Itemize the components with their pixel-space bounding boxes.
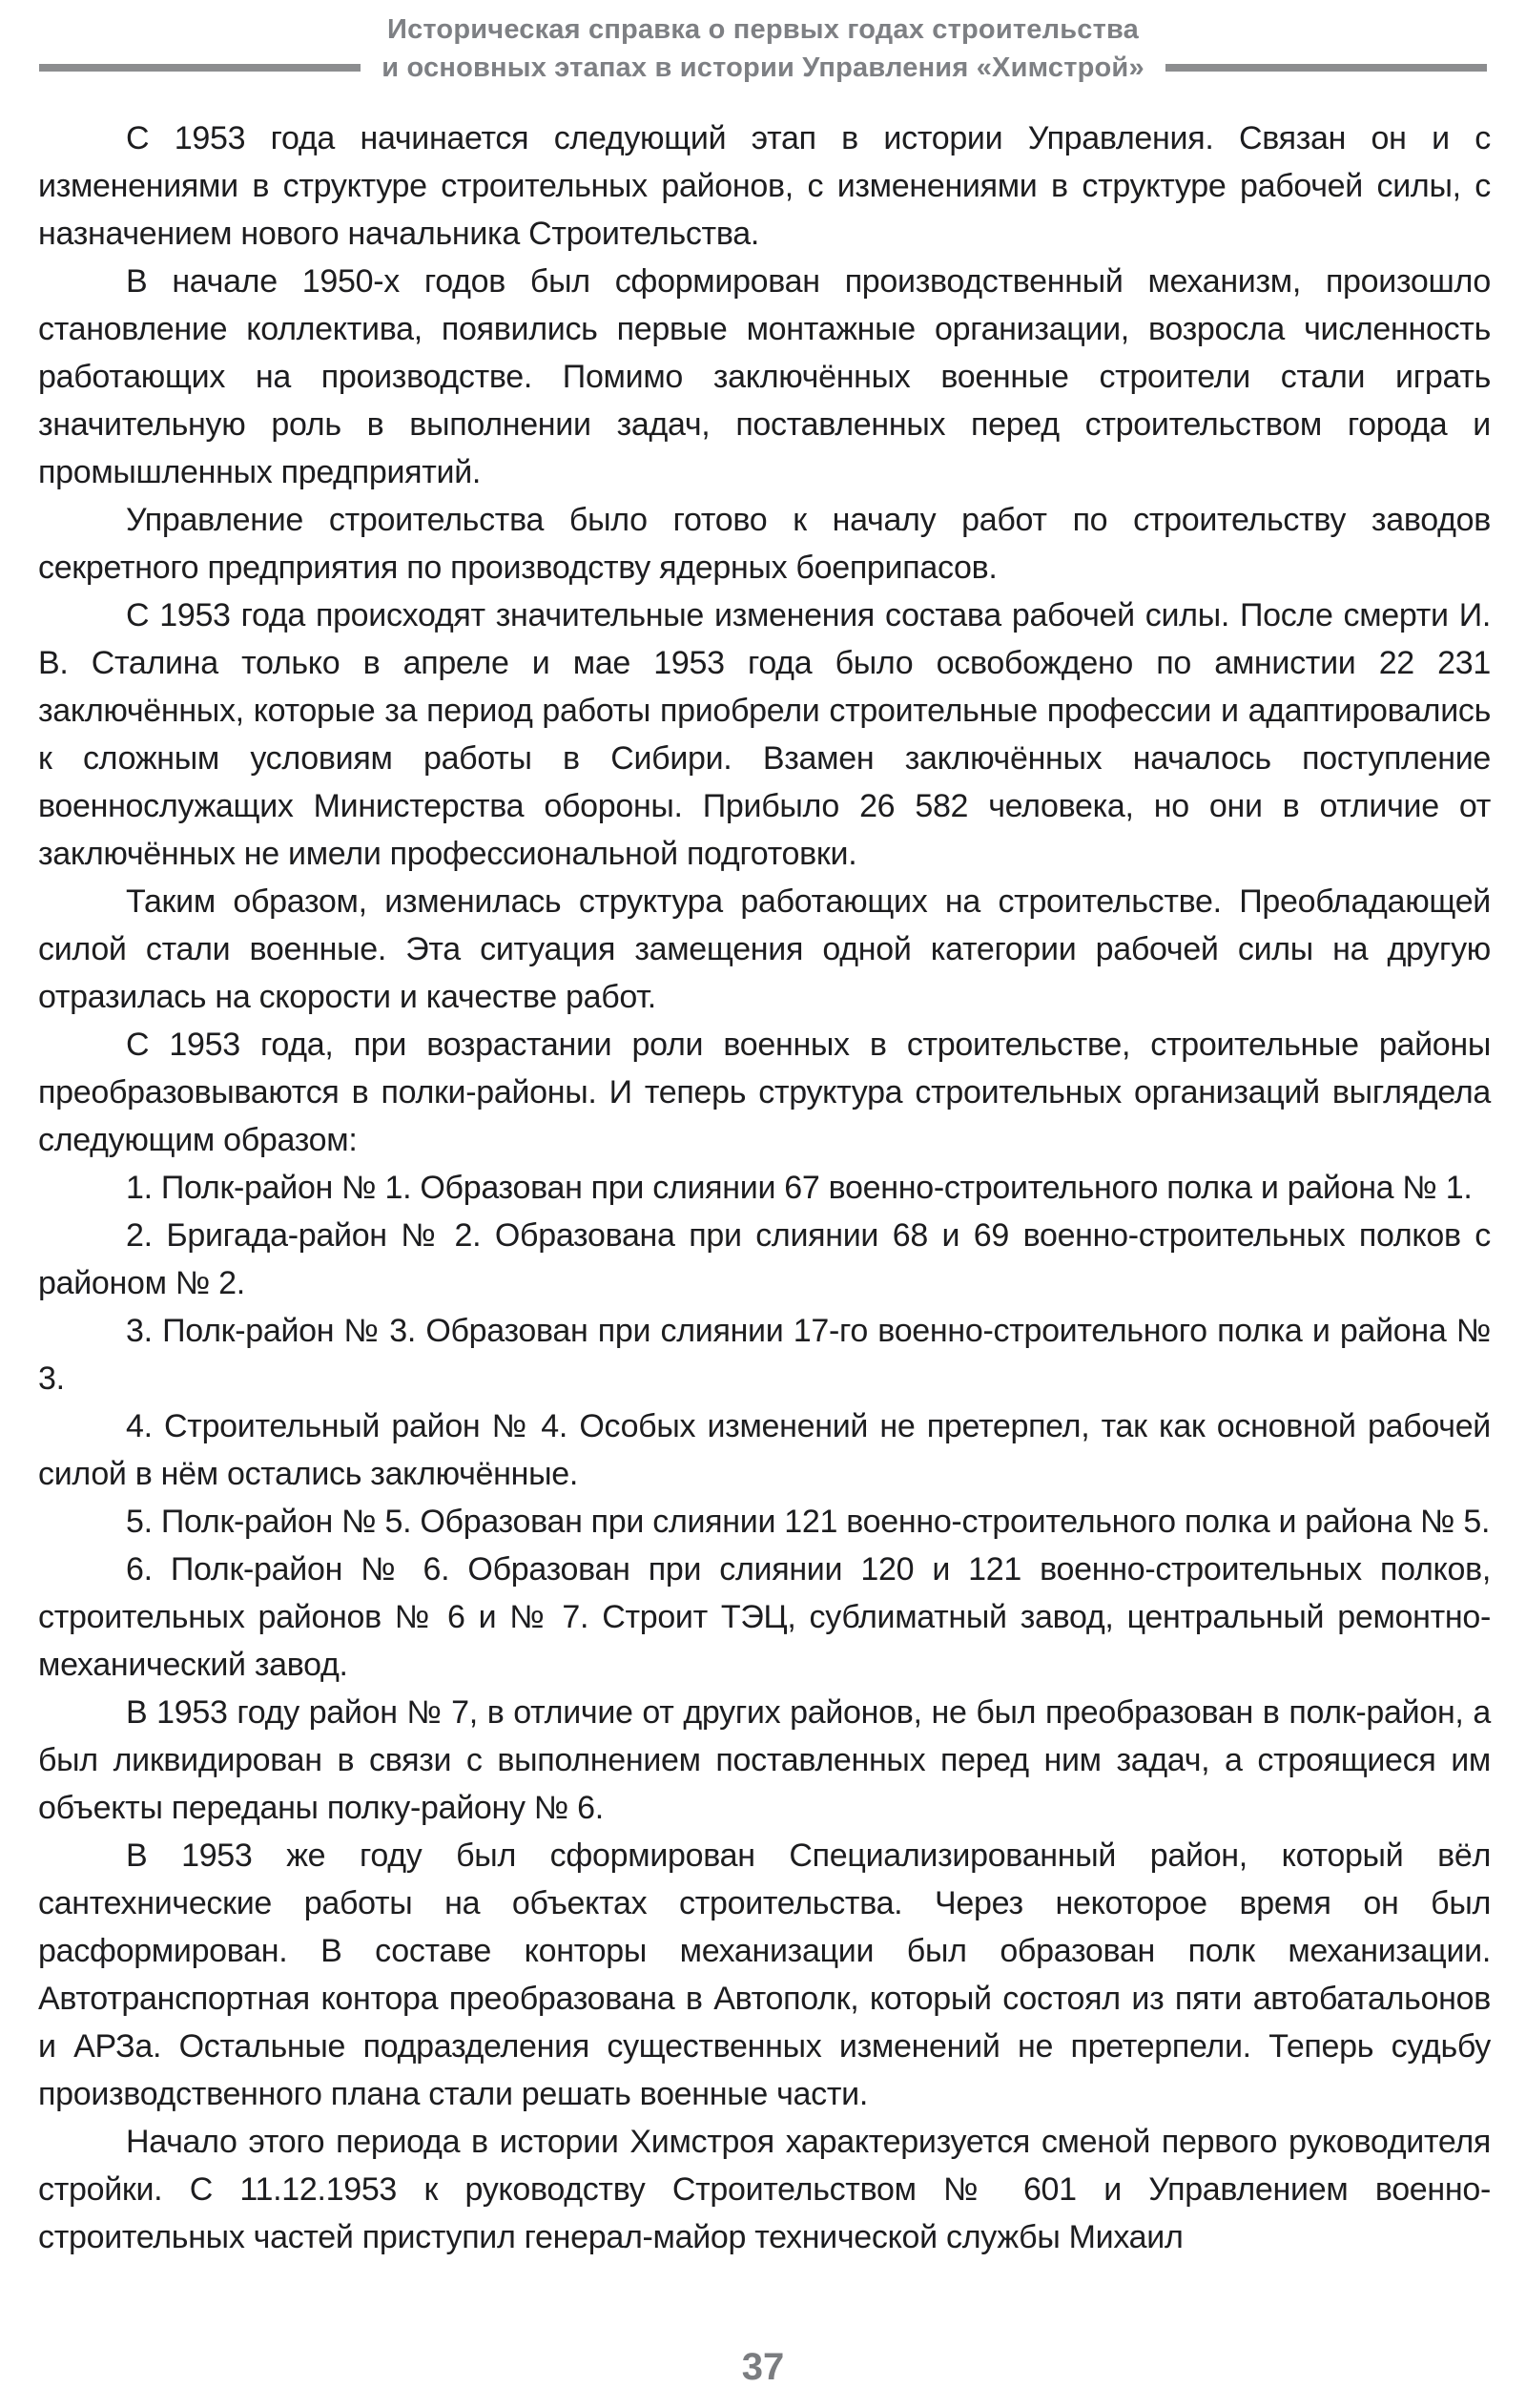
paragraph: С 1953 года, при возрастании роли военных в строительстве, строительные районы преобразовываются в полки-районы. И теперь структура строительных организаций выглядела следующим образом: bbox=[38, 1027, 1491, 1158]
list-item: 1. Полк-район № 1. Образован при слиянии 67 военно-строительного полка и района № 1. bbox=[126, 1170, 1473, 1206]
paragraph: Начало этого периода в истории Химстроя характеризуется сменой первого руководителя стройки. С 11.12.1953 к руководству Строительством № 601 и Управлением военно-строительных частей приступил генерал-майор технической службы Михаил bbox=[38, 2124, 1491, 2255]
list-item: 6. Полк-район № 6. Образован при слиянии 120 и 121 военно-строительных полков, строительных районов № 6 и № 7. Строит ТЭЦ, сублиматный завод, центральный ремонтно-механический завод. bbox=[38, 1551, 1491, 1683]
header-rule-left bbox=[39, 64, 361, 72]
header-rule-right bbox=[1165, 64, 1487, 72]
list-item: 4. Строительный район № 4. Особых изменений не претерпел, так как основной рабочей силой в нём остались заключённые. bbox=[38, 1408, 1491, 1492]
list-item: 2. Бригада-район № 2. Образована при слиянии 68 и 69 военно-строительных полков с районом № 2. bbox=[38, 1217, 1491, 1301]
header-title-line2-row bbox=[0, 50, 1526, 86]
page-body bbox=[0, 114, 1526, 2261]
page-header bbox=[0, 0, 1526, 86]
header-title-line1: Историческая справка о первых годах строительства bbox=[387, 14, 1139, 45]
header-title-line2: и основных этапах в истории Управления «Химстрой» bbox=[382, 52, 1144, 83]
list-item: 5. Полк-район № 5. Образован при слиянии 121 военно-строительного полка и района № 5. bbox=[126, 1504, 1491, 1540]
paragraph: С 1953 года происходят значительные изменения состава рабочей силы. После смерти И. В. Сталина только в апреле и мае 1953 года было освобождено по амнистии 22 231 заключённых, которые за период работы приобрели строительные профессии и адаптировались к сложным условиям работы в Сибири. Взамен заключённых началось поступление военнослужащих Министерства обороны. Прибыло 26 582 человека, но они в отличие от заключённых не имели профессиональной подготовки. bbox=[38, 597, 1491, 872]
paragraph: Управление строительства было готово к началу работ по строительству заводов секретного предприятия по производству ядерных боеприпасов. bbox=[38, 502, 1491, 586]
page-number: 37 bbox=[741, 2346, 785, 2388]
paragraph: В 1953 году район № 7, в отличие от других районов, не был преобразован в полк-район, а был ликвидирован в связи с выполнением поставленных перед ним задач, а строящиеся им объекты переданы полку-району № 6. bbox=[38, 1694, 1491, 1826]
paragraph: Таким образом, изменилась структура работающих на строительстве. Преобладающей силой стали военные. Эта ситуация замещения одной категории рабочей силы на другую отразилась на скорости и качестве работ. bbox=[38, 883, 1491, 1015]
list-item: 3. Полк-район № 3. Образован при слиянии 17-го военно-строительного полка и района № 3. bbox=[38, 1313, 1491, 1397]
paragraph: В начале 1950-х годов был сформирован производственный механизм, произошло становление коллектива, появились первые монтажные организации, возросла численность работающих на производстве. Помимо заключённых военные строители стали играть значительную роль в выполнении задач, поставленных перед строительством города и промышленных предприятий. bbox=[38, 263, 1491, 490]
paragraph: В 1953 же году был сформирован Специализированный район, который вёл сантехнические работы на объектах строительства. Через некоторое время он был расформирован. В составе конторы механизации был образован полк механизации. Автотранспортная контора преобразована в Автополк, который состоял из пяти автобатальонов и АРЗа. Остальные подразделения существенных изменений не претерпели. Теперь судьбу производственного плана стали решать военные части. bbox=[38, 1837, 1491, 2112]
paragraph: С 1953 года начинается следующий этап в истории Управления. Связан он и с изменениями в структуре строительных районов, с изменениями в структуре рабочей силы, с назначением нового начальника Строительства. bbox=[38, 120, 1491, 252]
